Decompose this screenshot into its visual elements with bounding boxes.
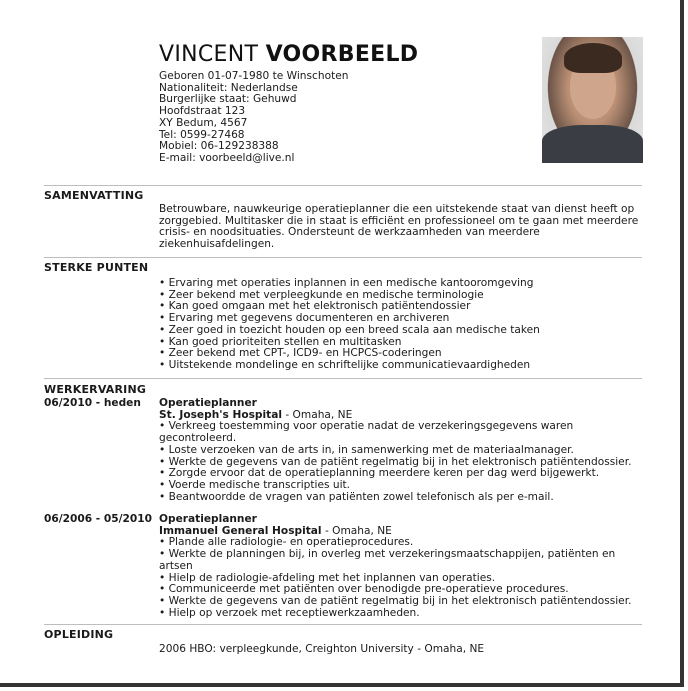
list-item: • Communiceerde met patiënten over benodigde pre-operatieve procedures. [159, 584, 641, 596]
education-text: 2006 HBO: verpleegkunde, Creighton University - Omaha, NE [159, 643, 485, 655]
section-title-summary: SAMENVATTING [44, 189, 144, 202]
email: E-mail: voorbeeld@live.nl [159, 151, 295, 164]
divider [44, 257, 642, 258]
first-name: VINCENT [159, 42, 259, 67]
header [159, 42, 418, 165]
candidate-name [159, 42, 418, 68]
job-dates: 06/2010 - heden [44, 397, 141, 409]
list-item: • Beantwoordde de vragen van patiënten zowel telefonisch als per e-mail. [159, 492, 641, 504]
list-item: • Ervaring met gegevens documenteren en archiveren [159, 313, 641, 325]
strengths-list [159, 278, 641, 372]
list-item: • Loste verzoeken van de arts in, in samenwerking met de materiaalmanager. [159, 445, 641, 457]
list-item: • Uitstekende mondelinge en schriftelijke communicatievaardigheden [159, 360, 641, 372]
list-item: • Hielp op verzoek met receptiewerkzaamheden. [159, 608, 641, 620]
address-city: XY Bedum, 4567 [159, 116, 248, 129]
list-item: • Werkte de planningen bij, in overleg met verzekeringsmaatschappijen, patiënten en artsen [159, 549, 641, 572]
employer-location: - Omaha, NE [321, 524, 392, 537]
job-title: Operatieplanner [159, 513, 257, 525]
marital-status: Burgerlijke staat: Gehuwd [159, 93, 297, 106]
address-street: Hoofdstraat 123 [159, 105, 246, 118]
list-item: • Zeer bekend met CPT-, ICD9- en HCPCS-coderingen [159, 348, 641, 360]
section-title-education: OPLEIDING [44, 628, 114, 641]
list-item: • Werkte de gegevens van de patiënt regelmatig bij in het elektronisch patiëntendossier. [159, 457, 641, 469]
list-item: • Hielp de radiologie-afdeling met het inplannen van operaties. [159, 573, 641, 585]
list-item: • Zeer goed in toezicht houden op een breed scala aan medische taken [159, 325, 641, 337]
divider [44, 185, 642, 186]
list-item: • Kan goed omgaan met het elektronisch patiëntendossier [159, 301, 641, 313]
employer-name: Immanuel General Hospital [159, 524, 322, 537]
job-entry [159, 398, 641, 503]
list-item: • Zeer bekend met verpleegkunde en medische terminologie [159, 290, 641, 302]
birth-info: Geboren 01-07-1980 te Winschoten [159, 70, 349, 82]
section-title-experience: WERKERVARING [44, 383, 147, 396]
section-title-strengths: STERKE PUNTEN [44, 261, 149, 274]
list-item: • Kan goed prioriteiten stellen en multitasken [159, 337, 641, 349]
phone: Tel: 0599-27468 [159, 128, 245, 141]
list-item: • Werkte de gegevens van de patiënt regelmatig bij in het elektronisch patiëntendossier. [159, 596, 641, 608]
job-dates: 06/2006 - 05/2010 [44, 513, 152, 525]
list-item: • Plande alle radiologie- en operatieprocedures. [159, 537, 641, 549]
divider [44, 624, 642, 625]
list-item: • Voerde medische transcripties uit. [159, 480, 641, 492]
employer-location: - Omaha, NE [282, 408, 353, 421]
profile-photo [542, 37, 643, 163]
mobile: Mobiel: 06-129238388 [159, 140, 279, 153]
list-item: • Zorgde ervoor dat de operatieplanning meerdere keren per dag werd bijgewerkt. [159, 468, 641, 480]
list-item: • Ervaring met operaties inplannen in een medische kantooromgeving [159, 278, 641, 290]
job-title: Operatieplanner [159, 397, 257, 409]
list-item: • Verkreeg toestemming voor operatie nadat de verzekeringsgegevens waren gecontroleerd. [159, 421, 641, 444]
divider [44, 378, 642, 379]
nationality: Nationaliteit: Nederlandse [159, 81, 298, 94]
last-name: VOORBEELD [265, 42, 419, 67]
summary-text: Betrouwbare, nauwkeurige operatieplanner die een uitstekende staat van dienst heeft op zorggebied. Multitasker die in staat is efficiënt en professioneel om te gaan met meerdere crisis- en noodsituaties. Ondersteunt de werkzaamheden van meerdere ziekenhuisafdelingen. [159, 203, 639, 251]
employer-name: St. Joseph's Hospital [159, 408, 282, 421]
job-entry [159, 514, 641, 619]
